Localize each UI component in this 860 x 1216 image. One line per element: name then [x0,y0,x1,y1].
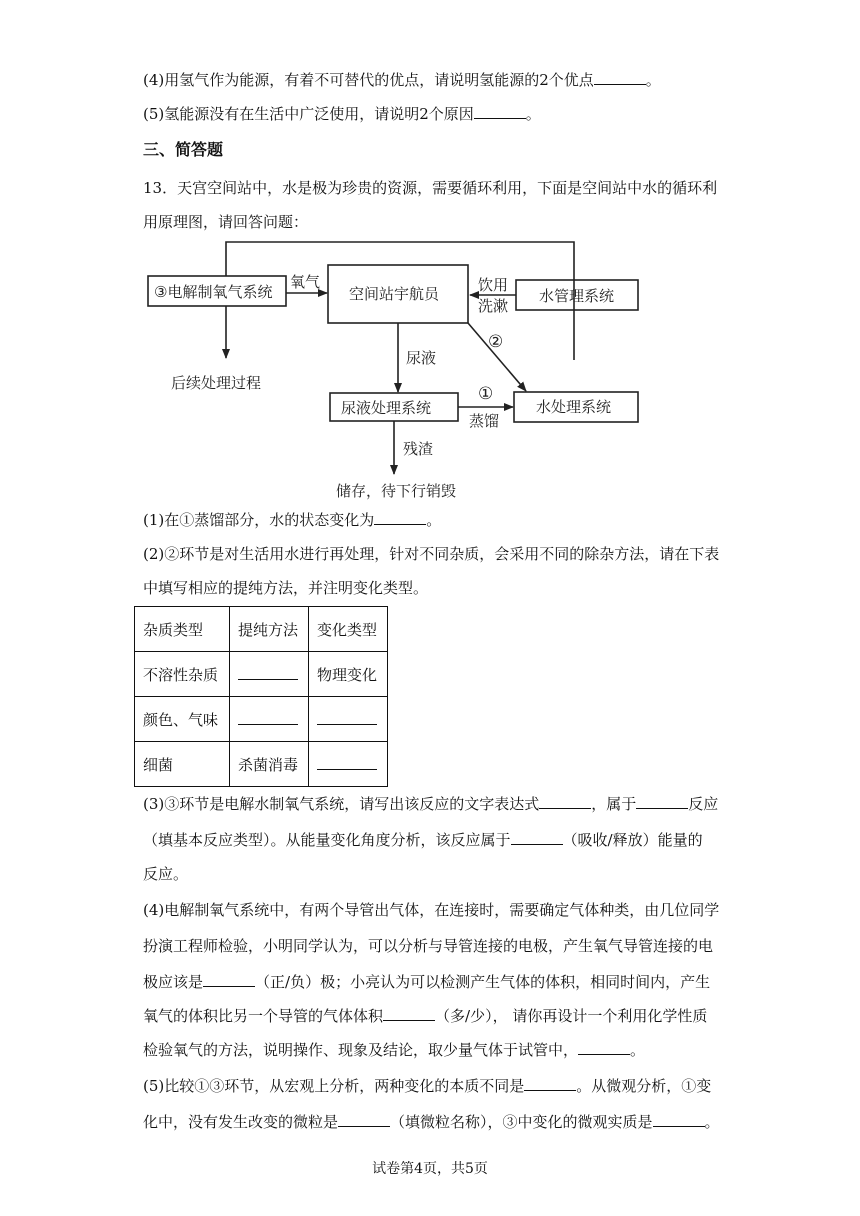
q13-intro-line1: 13．天宫空间站中，水是极为珍贵的资源，需要循环利用，下面是空间站中水的循环利 [143,179,718,197]
q13-part4-line2: 扮演工程师检验，小明同学认为，可以分析与导管连接的电极，产生氧气导管连接的电 [143,937,714,955]
answer-blank[interactable] [203,972,255,987]
answer-blank[interactable] [539,794,591,809]
q5-hydrogen-reasons [143,104,541,124]
part4-text: 。 [630,1041,646,1059]
urine-system-label: 尿液处理系统 [341,399,432,417]
part5-text: (5)比较①③环节，从宏观上分析，两种变化的本质不同是 [143,1077,525,1095]
q13-part3-line3: 反应。 [143,865,189,883]
residue-label: 残渣 [403,440,434,458]
answer-blank[interactable] [594,70,646,85]
answer-blank[interactable] [653,1112,705,1127]
q13-part5-line1 [143,1076,711,1096]
astronaut-label: 空间站宇航员 [349,285,440,303]
table-cell: 物理变化 [309,652,388,697]
wash-label: 洗漱 [478,297,509,315]
q13-part4-line5 [143,1040,645,1060]
table-header-row [135,607,388,652]
answer-blank[interactable] [317,710,377,725]
table-row [135,742,388,787]
table-cell: 颜色、气味 [135,697,230,742]
part3-text-a: (3)③环节是电解水制氧气系统，请写出该反应的文字表达式 [143,795,540,813]
answer-blank[interactable] [474,104,526,119]
part4-text: 氧气的体积比另一个导管的气体体积 [143,1007,384,1025]
water-system-label: 水处理系统 [536,398,612,416]
urine-label: 尿液 [406,349,437,367]
part3-text-e: （吸收/释放）能量的 [562,831,703,849]
answer-blank[interactable] [317,755,377,770]
q13-part3-line1 [143,794,718,814]
q13-part5-line2 [143,1112,720,1132]
table-row [135,652,388,697]
part1-tail: 。 [426,511,442,529]
answer-blank[interactable] [238,710,298,725]
part1-text: (1)在①蒸馏部分，水的状态变化为 [143,511,375,529]
part4-text: 极应该是 [143,973,204,991]
purification-table [134,606,388,787]
table-header-cell: 提纯方法 [230,607,309,652]
q4-hydrogen-advantages [143,70,661,90]
q13-part2-line2: 中填写相应的提纯方法，并注明变化类型。 [143,579,429,597]
table-answer-cell[interactable] [230,652,309,697]
q13-part2-line1: (2)②环节是对生活用水进行再处理，针对不同杂质，会采用不同的除杂方法，请在下表 [143,545,720,563]
q4-text: (4)用氢气作为能源，有着不可替代的优点，请说明氢能源的2个优点 [143,71,594,89]
electrolysis-label: ③电解制氧气系统 [154,283,273,301]
table-answer-cell[interactable] [309,742,388,787]
part5-text: 化中，没有发生改变的微粒是 [143,1113,339,1131]
table-row [135,697,388,742]
circle-two-label: ② [488,332,504,352]
table-answer-cell[interactable] [309,697,388,742]
q13-part4-line1: (4)电解制氧气系统中，有两个导管出气体，在连接时，需要确定气体种类，由几位同学 [143,901,720,919]
part4-text: （正/负）极；小亮认为可以检测产生气体的体积，相同时间内，产生 [255,973,711,991]
answer-blank[interactable] [578,1040,630,1055]
water-cycle-diagram [140,232,660,507]
part5-text: （填微粒名称），③中变化的微观实质是 [390,1113,653,1131]
q5-text: (5)氢能源没有在生活中广泛使用，请说明2个原因 [143,105,474,123]
answer-blank[interactable] [383,1006,435,1021]
store-label: 储存，待下行销毁 [336,482,457,500]
followup-label: 后续处理过程 [171,374,262,392]
oxygen-label: 氧气 [290,273,321,291]
page-footer: 试卷第4页，共5页 [372,1161,488,1177]
part3-text-d: （填基本反应类型）。从能量变化角度分析，该反应属于 [143,831,511,849]
table-answer-cell[interactable] [230,697,309,742]
answer-blank[interactable] [511,830,563,845]
drink-label: 饮用 [478,276,509,294]
answer-blank[interactable] [374,510,426,525]
table-header-cell: 变化类型 [309,607,388,652]
part5-text: 。从微观分析，①变 [576,1077,712,1095]
part3-text-b: ，属于 [591,795,637,813]
table-header-cell: 杂质类型 [135,607,230,652]
table-cell: 细菌 [135,742,230,787]
circle-one-label: ① [478,384,494,404]
q5-tail: 。 [525,105,541,123]
answer-blank[interactable] [636,794,688,809]
table-cell: 不溶性杂质 [135,652,230,697]
answer-blank[interactable] [238,665,298,680]
answer-blank[interactable] [524,1076,576,1091]
q13-part1 [143,510,441,530]
part4-text: 检验氧气的方法，说明操作、现象及结论，取少量气体于试管中， [143,1041,579,1059]
q13-part4-line4 [143,1006,707,1026]
q13-part3-line2 [143,830,703,850]
water-management-label: 水管理系统 [539,287,615,305]
q4-tail: 。 [645,71,661,89]
part4-text: （多/少）， 请你再设计一个利用化学性质 [435,1007,708,1025]
section-title: 三、简答题 [143,140,224,159]
q13-part4-line3 [143,972,710,992]
part5-text: 。 [704,1113,720,1131]
answer-blank[interactable] [338,1112,390,1127]
table-cell: 杀菌消毒 [230,742,309,787]
distill-label: 蒸馏 [469,412,500,430]
part3-text-c: 反应 [688,795,719,813]
q13-intro-line2: 用原理图，请回答问题： [143,213,309,231]
